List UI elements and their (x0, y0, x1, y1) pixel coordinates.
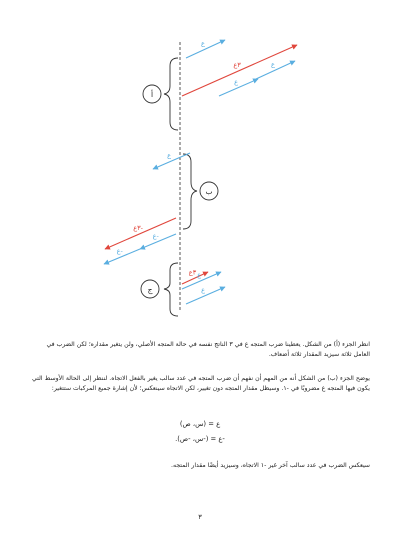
vector-label-ج-3: ع (201, 286, 206, 294)
vector-arrow-ج-3 (186, 287, 225, 304)
equation-2: -ع = (-س، -ص). (175, 435, 225, 443)
part-label-c-text: ج (147, 285, 153, 294)
vector-arrow-أ-1 (186, 40, 225, 58)
paragraph-1: انظر الجزء (أ) من الشكل. يعطينا ضرب المتجه ع في ٣ الناتج نفسه في حالة المتجه الأصلي، ولن يتغير مقداره؛ لكن الضرب في العامل ثلاثة سيزيد المقدار ثلاثة أضعاف. (46, 341, 370, 358)
part-label-a-text: أ (150, 90, 154, 99)
vector-arrow-أ-3 (219, 79, 258, 96)
vector-arrow-أ-4 (256, 61, 295, 79)
vector-label-ج-2: ع (197, 271, 202, 279)
equation-1: ع = (س، ص) (179, 420, 221, 428)
vector-label-أ-4: ع (271, 60, 275, 69)
vectors-group (104, 40, 297, 304)
paragraph-2: يوضح الجزء (ب) من الشكل أنه من المهم أن نفهم أن ضرب المتجه في عدد سالب يغير بالفعل الاتجاه. لننظر إلى الحالة الأوسط التي يكون فيها المتجه ع مضروبًا في -١. وسيظل مقدار المتجه دون تغيير، لكن الاتجاه سينعكس؛ لأن إشارة جميع المركبات ستتغير: (31, 375, 370, 392)
paragraph-3: سيعكس الضرب في عدد سالب آخر غير -١ الاتجاه، وسيزيد أيضًا مقدار المتجه. (171, 462, 370, 469)
vector-label-أ-2: ٣ع (233, 61, 241, 69)
vector-arrow-أ-2 (182, 45, 297, 96)
vector-label-ب-3: ع- (152, 232, 159, 240)
part-label-b-text: ب (205, 187, 213, 196)
vector-arrow-ب-2 (105, 218, 176, 249)
vector-arrow-ب-1 (153, 153, 190, 169)
page-number: ٣ (198, 513, 202, 521)
brace-part-c (164, 263, 178, 316)
part-label-c (141, 280, 159, 298)
vector-label-أ-3: ع (234, 78, 239, 86)
vector-label-ب-2: ٣ع- (133, 224, 143, 232)
vector-label-أ-1: ع (201, 39, 205, 48)
brace-part-a (164, 58, 178, 130)
vector-label-ب-4: ع- (116, 247, 123, 255)
part-label-a (143, 85, 161, 103)
part-label-b (200, 182, 218, 200)
brace-part-b (183, 154, 197, 229)
vector-label-ج-1: ٣ع (188, 268, 197, 277)
vector-label-ب-1: ع (167, 151, 172, 160)
